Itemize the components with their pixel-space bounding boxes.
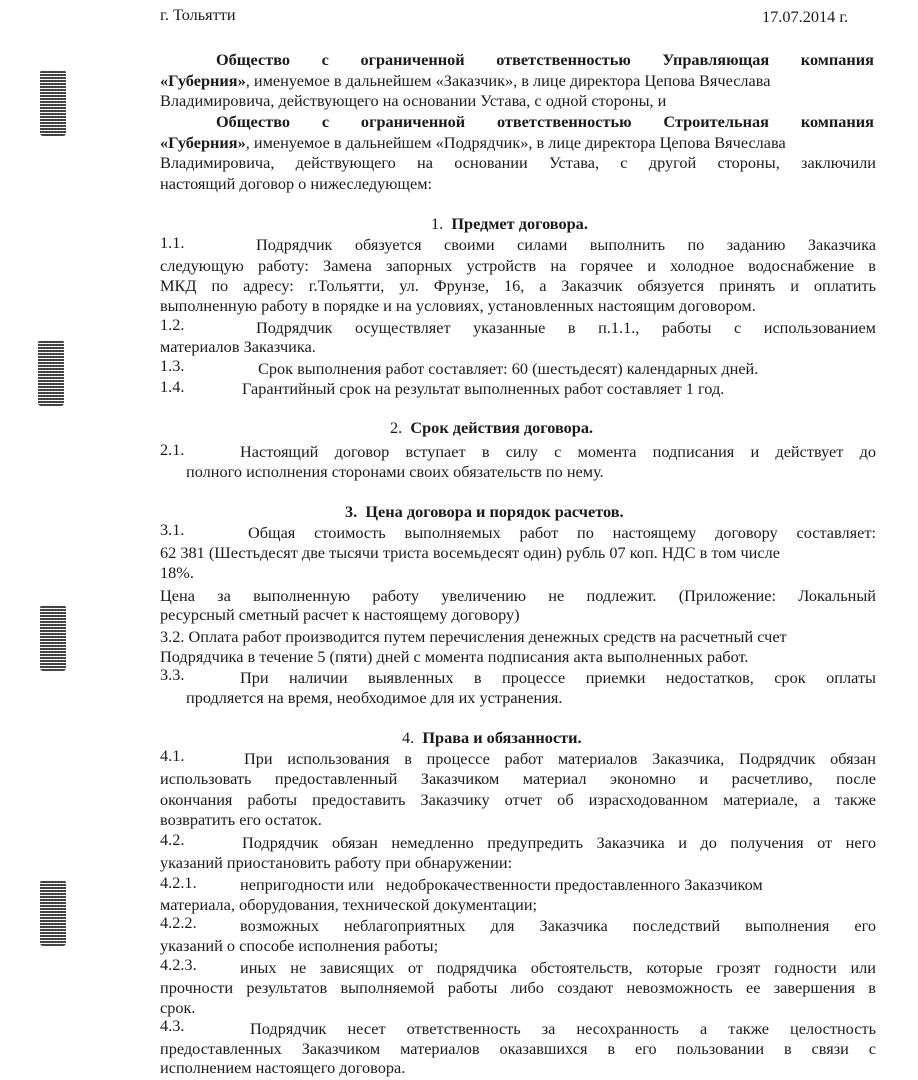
clause-3-2-line2: Подрядчика в течение 5 (пяти) дней с момента подписания акта выполненных работ. [160, 647, 749, 666]
clause-3-3-line1: При наличии выявленных в процессе приемки недостатков, срок оплаты [240, 668, 876, 687]
clause-1-1-line2: следующую работу: Замена запорных устройств на горячее и холодное водоснабжение в [160, 256, 876, 275]
clause-1-1-number: 1.1. [160, 233, 185, 252]
section2-title: Срок действия договора. [410, 418, 594, 437]
party1-line2 [160, 71, 770, 91]
clause-3-2-line1: 3.2. Оплата работ производится путем перечисления денежных средств на расчетный счет [160, 627, 787, 646]
clause-2-1-line2: полного исполнения сторонами своих обязательств по нему. [186, 462, 604, 481]
section3-heading [345, 502, 624, 522]
clause-4-1-line4: возвратить его остаток. [160, 810, 322, 829]
clause-4-1-line3: окончания работы предоставить Заказчику отчет об израсходованном материале, а также [160, 790, 876, 809]
clause-4-3-line3: исполнением настоящего договора. [160, 1058, 406, 1077]
party2-name: «Губерния» [160, 133, 246, 152]
party1-desc: , именуемое в дальнейшем «Заказчик», в лице директора Цепова Вячеслава [245, 71, 771, 90]
section2-heading [390, 418, 593, 438]
clause-3-3-number: 3.3. [160, 665, 185, 684]
clause-4-2-3-number: 4.2.3. [160, 955, 197, 974]
clause-1-3-text: Срок выполнения работ составляет: 60 (шестьдесят) календарных дней. [258, 359, 759, 378]
clause-4-1-number: 4.1. [160, 746, 185, 765]
clause-3-1-line1: Общая стоимость выполняемых работ по настоящему договору составляет: [248, 523, 876, 542]
binding-hole-4 [40, 880, 66, 946]
clause-2-1-line1: Настоящий договор вступает в силу с момента подписания и действует до [240, 442, 876, 461]
clause-1-2-number: 1.2. [160, 315, 185, 334]
clause-3-1-line2: 62 381 (Шестьдесят две тысячи триста восемьдесят один) рубль 07 коп. НДС в том числе [160, 543, 780, 562]
clause-1-1-line1: Подрядчик обязуется своими силами выполнить по заданию Заказчика [256, 235, 876, 254]
party2-line1: Общество с ограниченной ответственностью Строительная компания [216, 112, 874, 131]
clause-4-3-line2: предоставленных Заказчиком материалов оказавшихся в его пользовании в связи с [160, 1039, 876, 1058]
clause-4-2-3-line1: иных не зависящих от подрядчика обстоятельств, которые грозят годности или [240, 958, 876, 977]
clause-2-1-number: 2.1. [160, 440, 185, 459]
party1-name: «Губерния» [160, 71, 246, 90]
section1-heading [431, 214, 588, 234]
clause-4-1-line1: При использования в процессе работ материалов Заказчика, Подрядчик обязан [244, 749, 876, 768]
clause-4-2-line2: указаний приостановить работу при обнаружении: [160, 853, 513, 872]
clause-4-2-2-line2: указаний о способе исполнения работы; [160, 936, 439, 955]
clause-4-3-line1: Подрядчик несет ответственность за несохранность а также целостность [250, 1019, 876, 1038]
clause-3-3-line2: продляется на время, необходимое для их устранения. [186, 688, 563, 707]
date: 17.07.2014 г. [762, 7, 849, 26]
clause-4-3-number: 4.3. [160, 1016, 185, 1035]
clause-4-2-number: 4.2. [160, 830, 185, 849]
clause-4-2-3-line3: срок. [160, 998, 196, 1017]
clause-4-2-3-line2: прочности результатов выполняемой работы либо создают невозможность ее завершения в [160, 978, 876, 997]
clause-4-1-line2: использовать предоставленный Заказчиком материал экономно и расчетливо, после [160, 769, 876, 788]
binding-hole-3 [40, 605, 66, 671]
clause-1-3-number: 1.3. [160, 356, 185, 375]
clause-4-2-1-line2: материала, оборудования, технической документации; [160, 895, 538, 914]
binding-hole-1 [40, 70, 66, 136]
section3-title: Цена договора и порядок расчетов. [365, 502, 624, 521]
clause-4-2-1-number: 4.2.1. [160, 873, 197, 892]
section3-number: 3. [345, 502, 358, 521]
party2-line2 [160, 133, 786, 153]
price-note-line1: Цена за выполненную работу увеличению не подлежит. (Приложение: Локальный [160, 586, 876, 605]
clause-3-1-line3: 18%. [160, 563, 194, 582]
clause-4-2-1-line1: непригодности или недоброкачественности предоставленного Заказчиком [240, 875, 763, 894]
section1-number: 1. [431, 214, 444, 233]
party2-line3: Владимировича, действующего на основании Устава, с другой стороны, заключили [160, 153, 876, 172]
party2-line4: настоящий договор о нижеследующем: [160, 174, 433, 193]
section4-title: Права и обязанности. [422, 728, 582, 747]
section1-title: Предмет договора. [451, 214, 588, 233]
party1-line3: Владимировича, действующего на основании Устава, с одной стороны, и [160, 91, 667, 110]
clause-4-2-line1: Подрядчик обязан немедленно предупредить Заказчика и до получения от него [242, 833, 876, 852]
clause-1-1-line3: МКД по адресу: г.Тольятти, ул. Фрунзе, 16, а Заказчик обязуется принять и оплатить [160, 276, 876, 295]
city: г. Тольятти [160, 5, 236, 24]
price-note-line2: ресурсный сметный расчет к настоящему договору) [160, 605, 520, 624]
section2-number: 2. [390, 418, 403, 437]
clause-1-1-line4: выполненную работу в порядке и на условиях, установленных настоящим договором. [160, 296, 756, 315]
clause-4-2-2-line1: возможных неблагоприятных для Заказчика последствий выполнения его [240, 916, 876, 935]
clause-4-2-2-number: 4.2.2. [160, 913, 197, 932]
party1-line1: Общество с ограниченной ответственностью Управляющая компания [216, 50, 874, 69]
clause-1-2-line1: Подрядчик осуществляет указанные в п.1.1., работы с использованием [256, 318, 876, 337]
party2-desc: , именуемое в дальнейшем «Подрядчик», в лице директора Цепова Вячеслава [245, 133, 786, 152]
clause-1-4-number: 1.4. [160, 377, 185, 396]
section4-heading [402, 728, 582, 748]
clause-1-4-text: Гарантийный срок на результат выполненных работ составляет 1 год. [242, 379, 725, 398]
binding-hole-2 [38, 340, 64, 406]
section4-number: 4. [402, 728, 415, 747]
clause-1-2-line2: материалов Заказчика. [160, 337, 316, 356]
clause-3-1-number: 3.1. [160, 520, 185, 539]
